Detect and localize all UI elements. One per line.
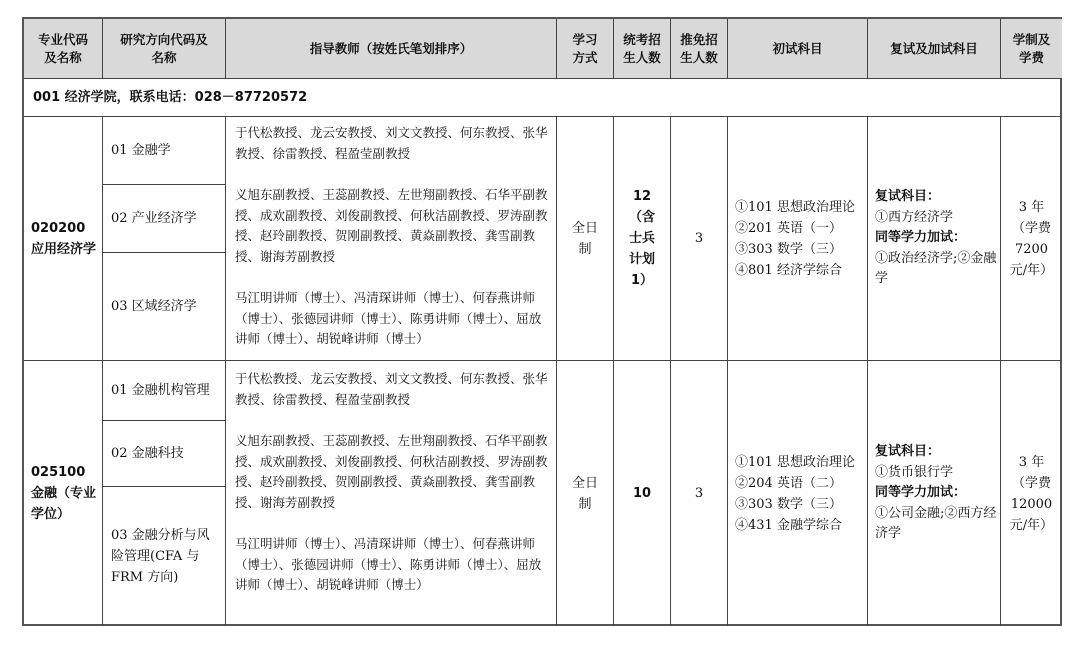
program-major: 020200 应用经济学	[24, 117, 103, 361]
header-quota: 统考招 生人数	[614, 19, 671, 79]
retest-subjects: ①货币银行学	[875, 464, 954, 480]
direction-cell: 02 产业经济学	[103, 185, 226, 253]
program-major: 025100 金融（专业学位）	[24, 361, 103, 626]
fee-cell: 3 年（学费 12000 元/年）	[1009, 454, 1054, 533]
teachers-associates: 义旭东副教授、王蕊副教授、左世翔副教授、石华平副教授、成欢副教授、刘俊副教授、何秋洁副教授、罗涛副教授、赵玲副教授、贺刚副教授、黄焱副教授、龚雪副教授、谢海芳副教授	[235, 433, 548, 510]
direction-cell: 01 金融学	[103, 117, 226, 185]
exam-subjects: ①101 思想政治理论 ②204 英语（二） ③303 数学（三） ④431 金融学综合	[728, 361, 868, 626]
quota-count: 12（含士兵计划 1）	[614, 117, 671, 361]
retest-cell	[868, 117, 1001, 361]
extra-test-label: 同等学力加试：	[875, 230, 967, 246]
header-fee: 学制及 学费	[1001, 19, 1062, 79]
retest-subjects: ①西方经济学	[875, 209, 954, 225]
teachers-cell	[226, 117, 557, 361]
teachers-professors: 于代松教授、龙云安教授、刘文文教授、何东教授、张华教授、徐雷教授、程盈莹副教授	[235, 371, 548, 407]
header-exempt: 推免招 生人数	[671, 19, 728, 79]
teachers-lecturers: 马江明讲师（博士）、冯清琛讲师（博士）、何春燕讲师（博士）、张德园讲师（博士）、陈勇讲师（博士）、屈放讲师（博士）、胡锐峰讲师（博士）	[235, 536, 542, 592]
exempt-count: 3	[671, 117, 728, 361]
direction-cell: 01 金融机构管理	[103, 361, 226, 421]
header-mode: 学习 方式	[557, 19, 614, 79]
direction-cell: 02 金融科技	[103, 421, 226, 487]
extra-test-subjects: ①公司金融;②西方经济学	[875, 505, 997, 542]
exam-subjects: ①101 思想政治理论 ②201 英语（一） ③303 数学（三） ④801 经济学综合	[728, 117, 868, 361]
retest-label: 复试科目：	[875, 444, 941, 460]
college-row: 001 经济学院，联系电话：028－87720572	[24, 79, 1062, 117]
extra-test-label: 同等学力加试：	[875, 485, 967, 501]
header-exam: 初试科目	[728, 19, 868, 79]
extra-test-subjects: ①政治经济学;②金融学	[875, 250, 997, 287]
header-retest: 复试及加试科目	[868, 19, 1001, 79]
study-mode: 全日制	[557, 361, 614, 626]
teachers-professors: 于代松教授、龙云安教授、刘文文教授、何东教授、张华教授、徐雷教授、程盈莹副教授	[235, 125, 548, 161]
retest-cell	[868, 361, 1001, 626]
study-mode: 全日制	[557, 117, 614, 361]
teachers-cell	[226, 361, 557, 626]
header-major: 专业代码 及名称	[24, 19, 103, 79]
teachers-associates: 义旭东副教授、王蕊副教授、左世翔副教授、石华平副教授、成欢副教授、刘俊副教授、何秋洁副教授、罗涛副教授、赵玲副教授、贺刚副教授、黄焱副教授、龚雪副教授、谢海芳副教授	[235, 187, 548, 264]
direction-cell: 03 区域经济学	[103, 253, 226, 361]
header-teachers: 指导教师（按姓氏笔划排序）	[226, 19, 557, 79]
quota-count: 10	[614, 361, 671, 626]
header-direction: 研究方向代码及 名称	[103, 19, 226, 79]
fee-cell: 3 年（学费 7200 元/年）	[1001, 117, 1062, 361]
teachers-lecturers: 马江明讲师（博士）、冯清琛讲师（博士）、何春燕讲师（博士）、张德园讲师（博士）、陈勇讲师（博士）、屈放讲师（博士）、胡锐峰讲师（博士）	[235, 290, 542, 346]
retest-label: 复试科目：	[875, 189, 941, 205]
direction-cell: 03 金融分析与风险管理(CFA 与 FRM 方向)	[103, 487, 226, 626]
exempt-count: 3	[671, 361, 728, 626]
admission-table	[22, 17, 1062, 626]
